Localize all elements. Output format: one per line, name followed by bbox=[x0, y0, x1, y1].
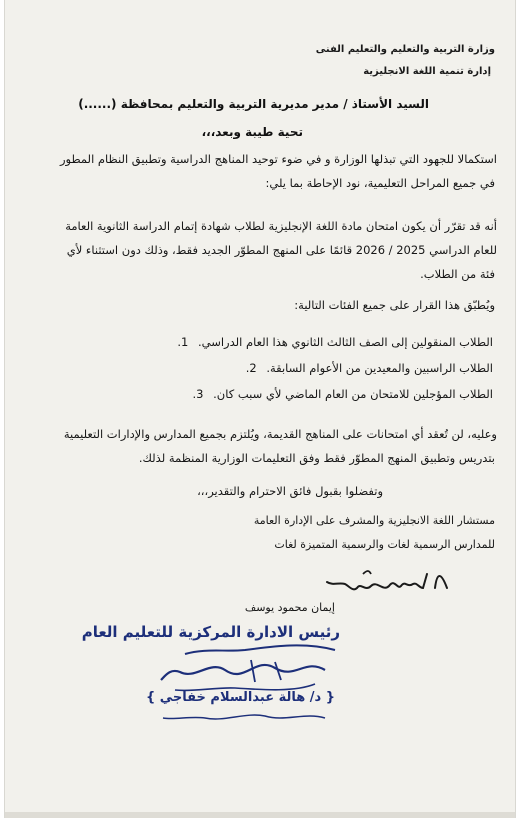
conclusion-line-2: بتدريس وتطبيق المنهج المطوّر فقط وفق التعليمات الوزارية المنظمة لذلك. bbox=[138, 451, 495, 465]
signatory-name: إيمان محمود يوسف bbox=[244, 601, 335, 614]
conclusion-line-1: وعليه، لن تُعقد أي امتحانات على المناهج القديمة، ويُلتزم بجميع المدارس والإدارات التعليمية bbox=[63, 427, 497, 441]
list-item-text: الطلاب الراسبين والمعيدين من الأعوام السابقة. bbox=[266, 361, 493, 375]
stamp-footer-mark bbox=[155, 708, 335, 728]
list-item bbox=[177, 335, 493, 349]
applies-intro: ويُطبّق هذا القرار على جميع الفئات التالية: bbox=[294, 298, 495, 312]
closing-line: وتفضلوا بقبول فائق الاحترام والتقدير،،، bbox=[197, 484, 383, 498]
handwritten-signature bbox=[323, 566, 453, 596]
list-item-text: الطلاب المؤجلين للامتحان من العام الماضي لأي سبب كان. bbox=[213, 387, 493, 401]
page-bottom-edge bbox=[5, 812, 515, 818]
intro-line-2: في جميع المراحل التعليمية، نود الإحاطة بما يلي: bbox=[265, 176, 495, 190]
department-header: إدارة تنمية اللغة الانجليزية bbox=[363, 66, 491, 77]
greeting-line: تحية طيبة وبعد،،، bbox=[201, 125, 303, 139]
list-item-number: 1. bbox=[177, 335, 189, 349]
list-item-text: الطلاب المنقولين إلى الصف الثالث الثانوي هذا العام الدراسي. bbox=[197, 335, 493, 349]
list-item bbox=[246, 361, 493, 375]
decision-line-1: أنه قد تقرّر أن يكون امتحان مادة اللغة الإنجليزية لطلاب شهادة إتمام الدراسة الثانوية العامة bbox=[65, 219, 497, 233]
stamp-name: { د/ هالة عبدالسلام خفاجي } bbox=[145, 690, 335, 705]
document-page bbox=[4, 0, 516, 818]
ministry-header: وزارة التربية والتعليم والتعليم الفنى bbox=[315, 44, 495, 55]
signatory-title-2: للمدارس الرسمية لغات والرسمية المتميزة لغات bbox=[274, 538, 495, 551]
decision-line-2: للعام الدراسي 2025 / 2026 قائمًا على المنهج المطوّر الجديد فقط، وذلك دون استثناء لأي bbox=[66, 243, 497, 257]
intro-line-1: استكمالا للجهود التي تبذلها الوزارة و في ضوء توحيد المناهج الدراسية وتطبيق النظام المطور bbox=[59, 152, 497, 166]
signatory-title-1: مستشار اللغة الانجليزية والمشرف على الإدارة العامة bbox=[253, 514, 495, 527]
addressee-line: السيد الأستاذ / مدير مديرية التربية والتعليم بمحافظة (......) bbox=[78, 97, 429, 111]
list-item-number: 3. bbox=[192, 387, 204, 401]
stamp-title: رئيس الادارة المركزية للتعليم العام bbox=[81, 623, 340, 641]
list-item bbox=[192, 387, 493, 401]
list-item-number: 2. bbox=[245, 361, 257, 375]
decision-line-3: فئة من الطلاب. bbox=[420, 267, 495, 281]
